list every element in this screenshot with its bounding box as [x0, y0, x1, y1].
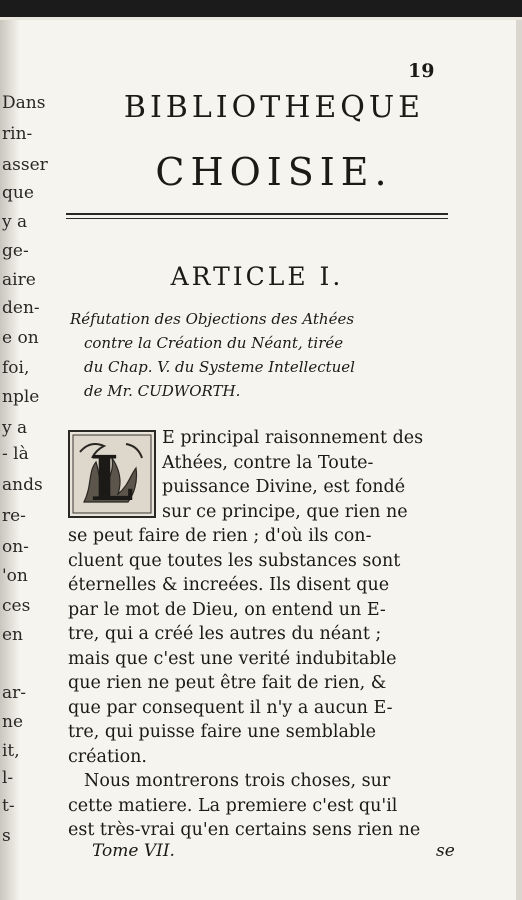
running-title-line1: BIBLIOTHEQUE: [123, 90, 425, 125]
body-line: E principal raisonnement des: [162, 428, 424, 448]
body-line: que rien ne peut être fait de rien, &: [68, 673, 387, 693]
body-line: tre, qui puisse faire une semblable: [68, 722, 377, 742]
margin-fragment: aire: [2, 270, 36, 290]
article-heading: ARTICLE I.: [170, 262, 344, 291]
body-line: que par consequent il n'y a aucun E-: [68, 697, 393, 718]
margin-fragment: nple: [2, 387, 40, 407]
margin-fragment: den-: [2, 298, 40, 318]
body-line: tre, qui a créé les autres du néant ;: [68, 624, 382, 644]
catchword: se: [436, 841, 455, 861]
margin-fragment: ar-: [2, 683, 27, 703]
body-line: Nous montrerons trois choses, sur: [84, 771, 391, 791]
ornamental-initial: [68, 430, 156, 518]
initial-letter: L: [90, 442, 134, 515]
body-line: cluent que toutes les substances sont: [68, 550, 401, 571]
margin-fragment: Dans: [2, 93, 46, 113]
signature-mark: Tome VII.: [92, 841, 175, 861]
title-rule: [66, 213, 448, 215]
margin-fragment: t-: [2, 796, 15, 816]
margin-fragment: asser: [2, 155, 48, 175]
subtitle-line: contre la Création du Néant, tirée: [84, 334, 344, 352]
body-line: sur ce principe, que rien ne: [162, 501, 408, 522]
subtitle-line: de Mr. CUDWORTH.: [84, 382, 241, 400]
body-line: mais que c'est une verité indubitable: [68, 648, 397, 669]
body-line: puissance Divine, est fondé: [162, 477, 406, 497]
ornamental-initial-graphic: [70, 432, 154, 516]
body-line: cette matiere. La premiere c'est qu'il: [68, 795, 398, 816]
subtitle-line: du Chap. V. du Systeme Intellectuel: [84, 358, 355, 376]
margin-fragment: s: [2, 826, 11, 846]
margin-fragment: que: [2, 183, 34, 203]
margin-fragment: foi,: [2, 358, 30, 378]
margin-fragment: on-: [2, 537, 29, 557]
margin-fragment: y a: [2, 418, 28, 438]
margin-fragment: ces: [2, 596, 31, 616]
title-rule: [66, 218, 448, 219]
margin-fragment: y a: [2, 212, 28, 232]
body-line: se peut faire de rien ; d'où ils con-: [68, 526, 372, 546]
top-border: [0, 0, 522, 17]
running-title-line2: CHOISIE.: [155, 150, 393, 194]
margin-fragment: - là: [2, 444, 29, 464]
margin-fragment: ne: [2, 712, 24, 732]
body-line: est très-vrai qu'en certains sens rien ne: [68, 820, 421, 840]
margin-fragment: e on: [2, 328, 39, 348]
margin-fragment: en: [2, 625, 24, 645]
page-number: 19: [408, 60, 435, 82]
body-line: éternelles & increées. Ils disent que: [68, 575, 390, 595]
margin-fragment: l-: [2, 768, 14, 788]
previous-page-margin: [0, 0, 48, 900]
body-line: Athées, contre la Toute-: [162, 452, 374, 473]
margin-fragment: re-: [2, 506, 26, 526]
page-edge: [516, 20, 522, 900]
margin-fragment: ands: [2, 475, 43, 495]
body-line: création.: [68, 746, 147, 767]
margin-fragment: it,: [2, 741, 20, 761]
subtitle-line: Réfutation des Objections des Athées: [70, 310, 355, 328]
margin-fragment: rin-: [2, 124, 33, 144]
margin-fragment: 'on: [2, 566, 28, 586]
margin-fragment: ge-: [2, 241, 29, 261]
body-line: par le mot de Dieu, on entend un E-: [68, 599, 386, 620]
